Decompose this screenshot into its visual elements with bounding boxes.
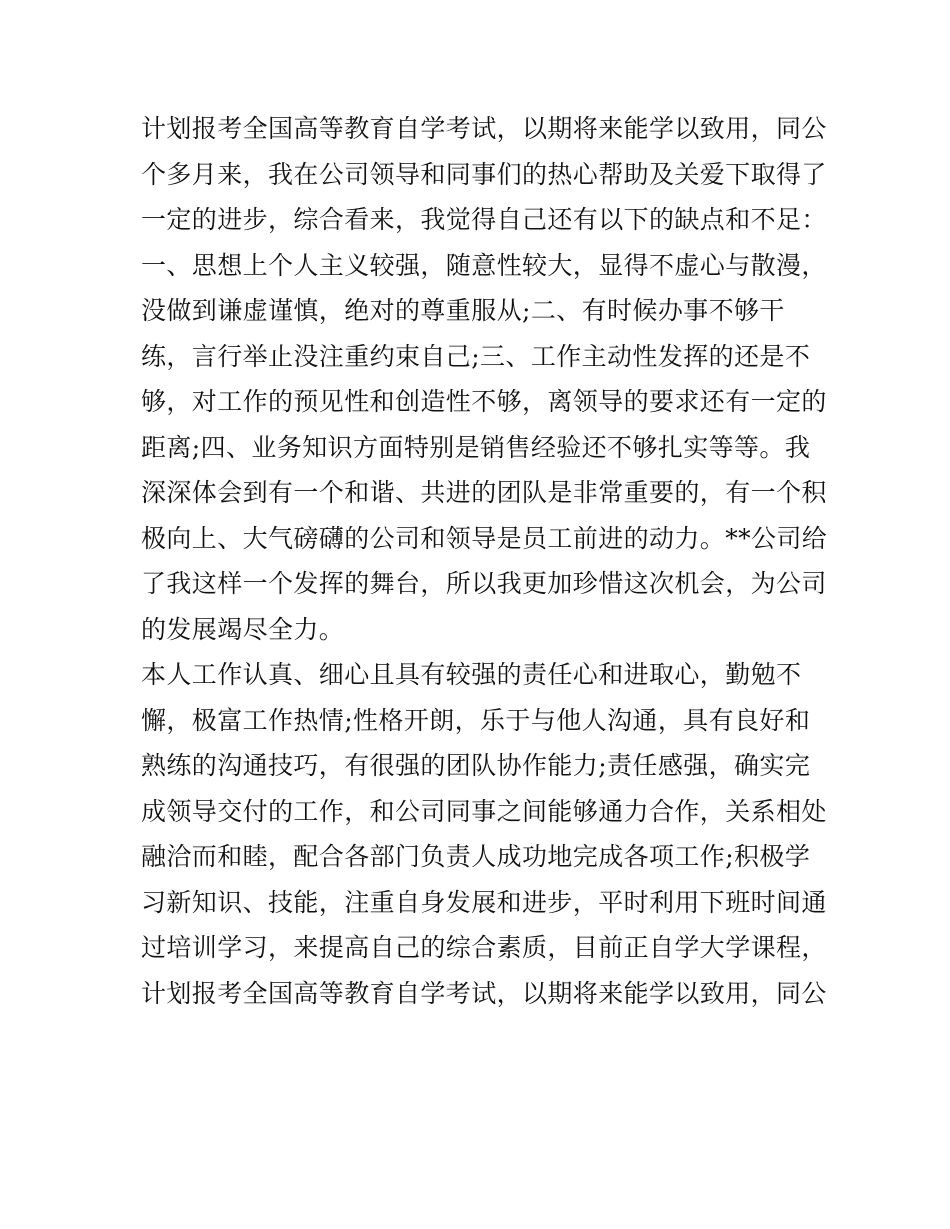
text-line-6: 练，言行举止没注重约束自己;三、工作主动性发挥的还是不 — [141, 341, 811, 371]
text-line-9: 深深体会到有一个和谐、共进的团队是非常重要的，有一个积 — [141, 478, 827, 507]
text-line-18: 习新知识、技能，注重自身发展和进步，平时利用下班时间通 — [141, 887, 827, 917]
text-line-1: 计划报考全国高等教育自学考试，以期将来能学以致用，同公 — [141, 114, 827, 143]
text-line-14: 懈，极富工作热情;性格开朗，乐于与他人沟通，具有良好和 — [141, 705, 811, 735]
text-line-17: 融洽而和睦，配合各部门负责人成功地完成各项工作;积极学 — [141, 842, 811, 871]
document-body — [141, 106, 828, 1016]
text-line-12: 的发展竭尽全力。 — [141, 614, 345, 644]
text-line-11: 了我这样一个发挥的舞台，所以我更加珍惜这次机会，为公司 — [141, 569, 827, 598]
text-line-5: 没做到谦虚谨慎，绝对的尊重服从;二、有时候办事不够干 — [141, 296, 785, 325]
text-line-20: 计划报考全国高等教育自学考试，以期将来能学以致用，同公 — [141, 978, 827, 1008]
text-line-3: 一定的进步，综合看来，我觉得自己还有以下的缺点和不足： — [141, 205, 827, 234]
text-line-7: 够，对工作的预见性和创造性不够，离领导的要求还有一定的 — [141, 387, 827, 416]
text-line-4: 一、思想上个人主义较强，随意性较大，显得不虚心与散漫， — [141, 250, 827, 280]
text-line-8: 距离;四、业务知识方面特别是销售经验还不够扎实等等。我 — [141, 432, 811, 462]
text-line-16: 成领导交付的工作，和公司同事之间能够通力合作，关系相处 — [141, 796, 827, 826]
text-line-19: 过培训学习，来提高自己的综合素质，目前正自学大学课程， — [141, 933, 827, 962]
text-line-15: 熟练的沟通技巧，有很强的团队协作能力;责任感强，确实完 — [141, 751, 811, 780]
text-line-13: 本人工作认真、细心且具有较强的责任心和进取心，勤勉不 — [141, 660, 802, 689]
text-line-10: 极向上、大气磅礴的公司和领导是员工前进的动力。**公司给 — [141, 523, 828, 553]
text-line-2: 个多月来，我在公司领导和同事们的热心帮助及关爱下取得了 — [141, 159, 827, 189]
